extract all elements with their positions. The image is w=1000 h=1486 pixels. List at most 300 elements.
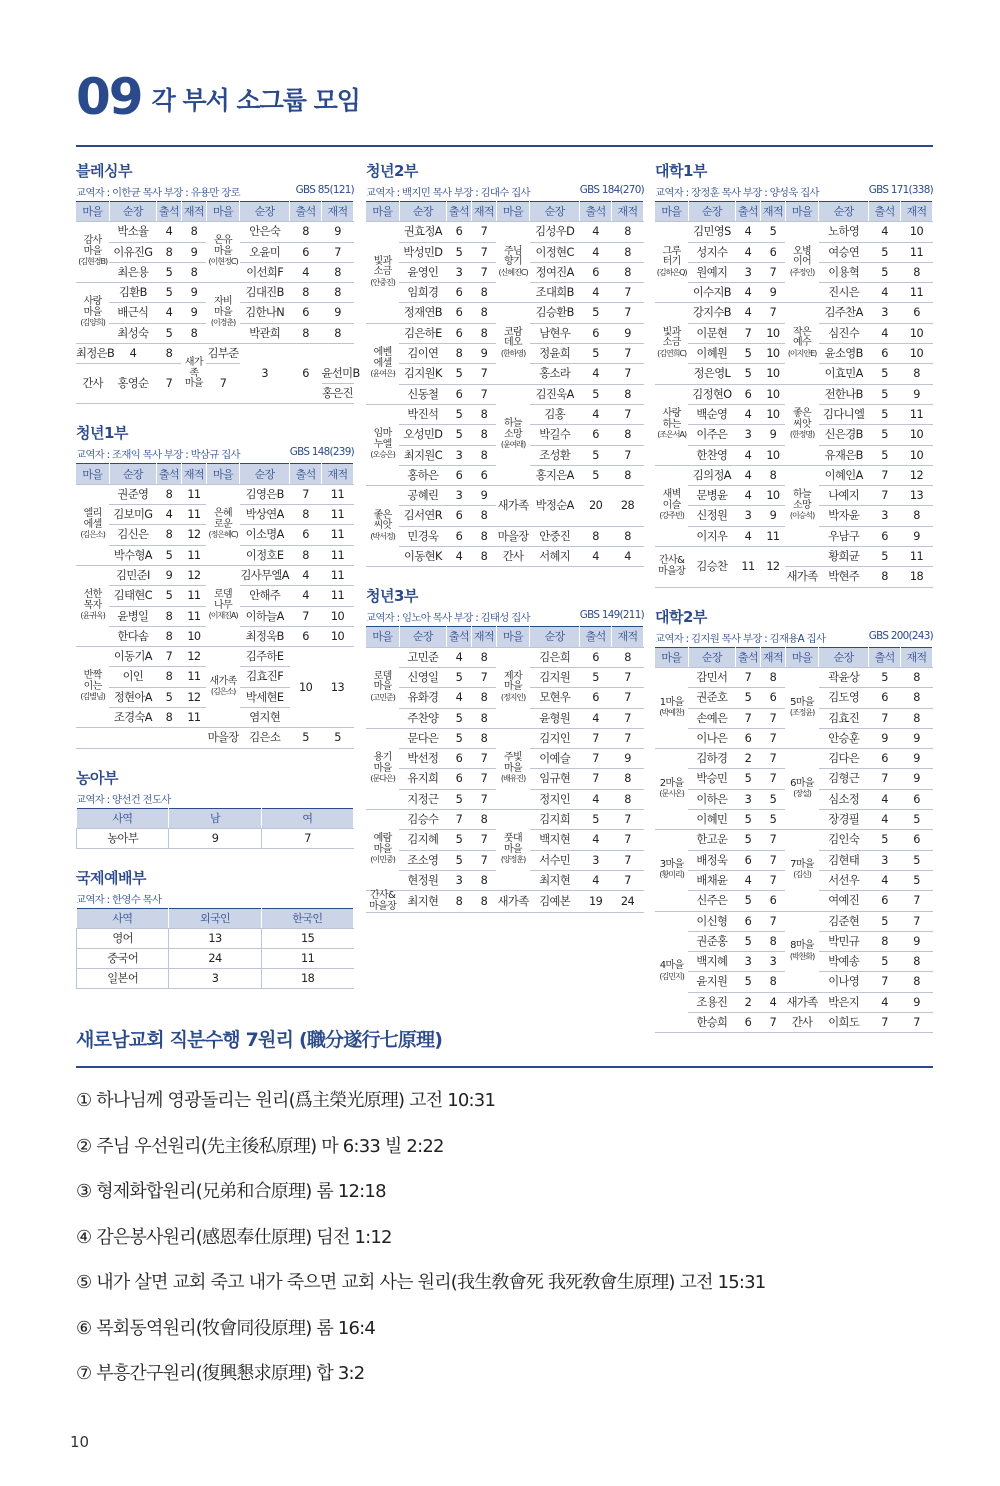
column-middle [366, 160, 644, 931]
table-cell: 7 [760, 870, 785, 890]
table-cell: 이유진G [109, 242, 156, 262]
table-cell: 4 [580, 222, 612, 242]
table-cell: 한고운 [688, 830, 735, 850]
table-cell: 5 [901, 850, 933, 870]
principle-item: ⑦ 부흥간구원리(復興懇求原理) 합 3:2 [76, 1363, 365, 1384]
column-header: 마을 [76, 202, 109, 222]
table-cell: 11 [901, 283, 933, 303]
table-cell: 7 [869, 708, 901, 728]
column-header: 재적 [471, 202, 496, 222]
column-header: 재적 [760, 202, 785, 222]
table-cell: 4 [735, 222, 760, 242]
table-cell: 서수민 [530, 850, 580, 870]
table-cell: 한다솜 [109, 626, 156, 646]
table-cell: 4 [735, 465, 760, 485]
table-cell: 홍지은A [530, 465, 580, 485]
table-cell: 김하경 [688, 749, 735, 769]
table-cell: 8 [471, 425, 496, 445]
section-blessing [76, 160, 360, 404]
table-cell: 10 [901, 425, 933, 445]
table-cell: 5 [735, 364, 760, 384]
table-cell: 13 [901, 486, 933, 506]
table-cell: 4 [580, 404, 612, 424]
table-cell: 백지현 [530, 830, 580, 850]
table-cell: 3 [735, 506, 760, 526]
table-cell: 조용진 [688, 992, 735, 1012]
table-cell: 3 [869, 850, 901, 870]
table-cell: 11 [181, 667, 206, 687]
table-cell: 7 [869, 769, 901, 789]
table-cell: 4 [580, 547, 612, 567]
table-cell: 김주하E [240, 647, 290, 667]
table-cell: 7 [156, 647, 181, 667]
table-cell: 7 [735, 323, 760, 343]
table-cell: 4 [735, 283, 760, 303]
table-cell: 8 [612, 769, 644, 789]
section-title: 청년3부 [366, 587, 418, 606]
table-cell: 문병윤 [688, 486, 735, 506]
table-cell: 4 [869, 789, 901, 809]
table-cell: 9 [901, 526, 933, 546]
table-cell: 3 [446, 262, 471, 282]
table-cell: 노하영 [819, 222, 869, 242]
table-cell: 새가족 [785, 992, 818, 1012]
table-cell: 11 [322, 505, 354, 525]
column-header: 출석 [580, 627, 612, 647]
table-cell: 8 [901, 708, 933, 728]
table-cell: 11 [322, 525, 354, 545]
table-cell: 3 [869, 303, 901, 323]
table-cell: 조성환 [530, 445, 580, 465]
gbs-count: GBS 184(270) [579, 184, 644, 196]
table-cell: 8 [156, 667, 181, 687]
table-cell: 8 [471, 728, 496, 748]
table-cell: 10 [760, 364, 785, 384]
table-cell: 조대희B [530, 283, 580, 303]
table-cell: 8 [156, 708, 181, 728]
table-cell: 4 [580, 789, 612, 809]
column-header: 재적 [760, 647, 785, 667]
table-cell: 8 [612, 647, 644, 667]
table-cell: 6 [290, 344, 322, 404]
table-cell: 홍영순 [109, 364, 156, 404]
table-cell: 좋은 씨앗 (박서정) [366, 486, 399, 567]
table-cell: 손예은 [688, 708, 735, 728]
table-cell: 3 [869, 506, 901, 526]
table-cell: 11 [322, 484, 354, 504]
table-cell: 13 [169, 929, 261, 949]
table-cell: 5 [869, 425, 901, 445]
table-cell: 4 [612, 547, 644, 567]
table-cell: 이신형 [688, 911, 735, 931]
table-cell: 4 [735, 870, 760, 890]
table-cell: 6 [446, 384, 471, 404]
table-cell: 이용혁 [819, 262, 869, 282]
table-cell: 2 [735, 749, 760, 769]
table-cell: 7마을 (김신) [785, 830, 818, 911]
principles-list [76, 1078, 933, 1397]
table-cell: 6 [471, 465, 496, 485]
table-cell: 4 [735, 445, 760, 465]
table-row [655, 222, 933, 242]
table-cell: 박자윤 [819, 506, 869, 526]
table-cell: 11 [181, 606, 206, 626]
column-left [76, 160, 360, 1007]
table-cell: 김의정A [688, 465, 735, 485]
table-cell: 정여진A [530, 262, 580, 282]
table-cell: 김사무엘A [240, 565, 290, 585]
table-cell: 장경필 [819, 810, 869, 830]
table-cell: 8 [290, 323, 322, 343]
table-cell: 10 [760, 323, 785, 343]
table-cell: 4 [869, 992, 901, 1012]
table-cell: 10 [322, 626, 354, 646]
table-cell: 11 [181, 484, 206, 504]
table-cell: 7 [760, 708, 785, 728]
table-cell: 6 [446, 465, 471, 485]
table-cell: 7 [612, 344, 644, 364]
table-cell: 9 [322, 222, 354, 242]
table-cell: 정은영L [688, 364, 735, 384]
table-row [76, 647, 354, 667]
table-cell: 6 [290, 626, 322, 646]
table-cell: 5 [760, 222, 785, 242]
table-cell: 4 [156, 303, 181, 323]
table-row [76, 565, 354, 585]
table-cell: 6 [290, 303, 322, 323]
table-cell: 8 [901, 667, 933, 687]
table-cell: 이정호E [240, 545, 290, 565]
table-cell: 8 [471, 404, 496, 424]
table-cell: 8 [612, 465, 644, 485]
table-cell: 7 [760, 749, 785, 769]
table-cell: 10 [290, 647, 322, 728]
table-cell: 최지현 [399, 891, 446, 913]
table-cell: 7 [901, 891, 933, 911]
table-cell: 6 [580, 647, 612, 667]
table-cell: 6 [869, 526, 901, 546]
table-cell: 성지수 [688, 242, 735, 262]
table-cell: 5 [735, 769, 760, 789]
table-cell: 4 [735, 303, 760, 323]
table-cell: 8 [471, 323, 496, 343]
table-cell: 7 [471, 769, 496, 789]
table-cell: 사랑 마을 (김양희) [76, 283, 109, 344]
table-cell: 간사& 마을장 [366, 891, 399, 913]
table-cell: 5 [869, 364, 901, 384]
table-cell: 김다은 [819, 749, 869, 769]
column-right [655, 160, 933, 1051]
table-cell: 박수형A [109, 545, 156, 565]
table-cell: 로뎀 나무 (이재진A) [206, 565, 239, 646]
table-cell: 1마을 (박예찬) [655, 667, 688, 748]
table-cell: 조소영 [399, 850, 446, 870]
table-cell: 9 [181, 303, 206, 323]
table-row [77, 828, 354, 848]
table-cell: 진시은 [819, 283, 869, 303]
table-cell: 8 [181, 323, 206, 343]
column-header: 출석 [290, 202, 322, 222]
table-cell: 신은경B [819, 425, 869, 445]
table-row [76, 222, 354, 242]
table-cell: 정현아A [109, 687, 156, 707]
table-cell: 7 [471, 384, 496, 404]
table-cell: 13 [322, 647, 354, 728]
table-cell: 3 [446, 486, 471, 506]
table-cell: 8 [901, 364, 933, 384]
table-cell: 7 [869, 972, 901, 992]
section-intl [76, 867, 354, 989]
table-cell: 8 [471, 445, 496, 465]
table-cell: 6 [869, 344, 901, 364]
table-cell: 8 [760, 931, 785, 951]
table-cell: 3 [735, 425, 760, 445]
table-cell: 5 [735, 688, 760, 708]
column-header: 순장 [399, 202, 446, 222]
column-header: 마을 [496, 627, 529, 647]
table-row [655, 830, 933, 850]
table-cell: 서혜지 [530, 547, 580, 567]
table-cell: 5 [760, 810, 785, 830]
column-header: 재적 [181, 202, 206, 222]
table-cell: 나예지 [819, 486, 869, 506]
table-cell: 김지원K [399, 364, 446, 384]
table-cell: 자비 마을 (이경춘) [206, 283, 239, 344]
table-cell: 4 [580, 364, 612, 384]
table-cell: 5 [446, 708, 471, 728]
table-cell: 오병 이어 (주정인) [785, 222, 818, 303]
table-cell: 김은소 [240, 728, 290, 748]
principle-item: ④ 감은봉사원리(感恩奉仕原理) 딤전 1:12 [76, 1226, 392, 1248]
table-cell: 김성우D [530, 222, 580, 242]
table-cell: 8 [181, 222, 206, 242]
table-cell: 백지혜 [688, 952, 735, 972]
gbs-count: GBS 149(211) [579, 609, 644, 622]
table-cell: 박세현E [240, 687, 290, 707]
table-cell: 12 [760, 547, 785, 588]
table-cell: 3 [735, 789, 760, 809]
section-info: 교역자 : 한영수 목사 [76, 893, 162, 906]
column-header: 출석 [446, 202, 471, 222]
table-cell: 농아부 [77, 828, 169, 848]
table-cell: 중국어 [77, 949, 169, 969]
table-cell: 8 [471, 870, 496, 890]
principle-item: ① 하나님께 영광돌리는 원리(爲主榮光原理) 고전 10:31 [76, 1090, 496, 1111]
table-cell: 8 [322, 283, 354, 303]
section-info: 교역자 : 백지민 목사 부장 : 김대수 집사 GBS 184(270) [366, 184, 644, 199]
table-cell: 주님 향기 (신혜진C) [496, 222, 529, 303]
table-cell: 6 [446, 222, 471, 242]
table-cell: 박길수 [530, 425, 580, 445]
table-cell: 이선희F [240, 262, 290, 282]
table-cell: 박은지 [819, 992, 869, 1012]
table-cell: 새가족 [496, 891, 529, 913]
table-cell: 7 [735, 708, 760, 728]
table-cell: 6 [290, 525, 322, 545]
column-header: 출석 [156, 202, 181, 222]
table-cell: 에벤 에셀 (윤여은) [366, 323, 399, 404]
table-cell: 임마 누엘 (오승은) [366, 404, 399, 485]
table-cell: 8 [471, 506, 496, 526]
table-cell: 5 [735, 891, 760, 911]
table-cell: 4 [735, 242, 760, 262]
table-cell: 5 [156, 283, 181, 303]
table-cell: 8 [471, 891, 496, 913]
column-header: 출석 [290, 464, 322, 484]
table-cell: 7 [471, 830, 496, 850]
table-cell: 5 [580, 465, 612, 485]
table-cell: 9 [169, 828, 261, 848]
table-cell: 정재연B [399, 303, 446, 323]
table-cell: 김인숙 [819, 830, 869, 850]
table-cell: 10 [901, 344, 933, 364]
table-cell: 4 [869, 283, 901, 303]
column-header: 마을 [366, 202, 399, 222]
table-cell: 9 [869, 728, 901, 748]
table-row [366, 647, 644, 667]
table-cell: 민경욱 [399, 526, 446, 546]
table-cell: 최지현 [530, 870, 580, 890]
gbs-count: GBS 85(121) [295, 184, 354, 196]
column-header: 재적 [612, 202, 644, 222]
table-cell: 8 [760, 667, 785, 687]
section-title: 블레싱부 [76, 162, 132, 180]
table-cell: 김다니엘 [819, 404, 869, 424]
table-cell: 7 [612, 445, 644, 465]
table-cell: 6 [760, 891, 785, 911]
table-cell: 5 [446, 242, 471, 262]
table-cell: 10 [760, 344, 785, 364]
table-row [366, 303, 644, 323]
table-cell: 이하은 [688, 789, 735, 809]
table-cell: 8 [471, 526, 496, 546]
table-cell: 8 [869, 931, 901, 951]
table-cell: 4 [869, 323, 901, 343]
table-cell: 엘리 에셀 (김은소) [76, 484, 109, 565]
table-row [76, 728, 354, 748]
table-cell: 19 [580, 891, 612, 913]
attendance-table [76, 463, 354, 748]
table-cell: 4 [580, 242, 612, 262]
column-header: 마을 [76, 464, 109, 484]
table-cell: 4 [156, 222, 181, 242]
table-cell: 4 [580, 283, 612, 303]
table-cell: 8 [156, 525, 181, 545]
table-cell: 5 [869, 262, 901, 282]
table-cell: 6 [735, 728, 760, 748]
column-header: 출석 [869, 202, 901, 222]
table-cell: 8 [290, 545, 322, 565]
column-header: 마을 [655, 202, 688, 222]
table-cell: 오성민D [399, 425, 446, 445]
table-cell: 용기 마을 (문다은) [366, 728, 399, 809]
table-cell: 7 [760, 830, 785, 850]
column-header: 순장 [240, 202, 290, 222]
table-cell: 윤형원 [530, 708, 580, 728]
table-row [655, 547, 933, 567]
table-cell: 7 [612, 667, 644, 687]
table-cell: 새가족 [496, 486, 529, 527]
table-cell: 김이연 [399, 344, 446, 364]
table-cell: 김진욱A [530, 384, 580, 404]
table-cell: 김효진F [240, 667, 290, 687]
table-cell: 7 [612, 850, 644, 870]
table-cell: 9 [156, 565, 181, 585]
table-cell: 7 [760, 728, 785, 748]
table-cell: 8 [612, 242, 644, 262]
column-header: 순장 [109, 202, 156, 222]
principle-item: ⑥ 목회동역원리(牧會同役原理) 롬 16:4 [76, 1317, 376, 1339]
table-cell: 안은숙 [240, 222, 290, 242]
column-header: 순장 [399, 627, 446, 647]
table-cell: 5 [156, 262, 181, 282]
page-header [76, 68, 360, 126]
table-cell: 감사 마을 (김현경B) [76, 222, 109, 283]
table-cell: 배근식 [109, 303, 156, 323]
table-cell: 강지수B [688, 303, 735, 323]
table-cell: 3 [446, 870, 471, 890]
table-cell: 전한나B [819, 384, 869, 404]
table-cell: 그루 터기 (김하은Q) [655, 222, 688, 303]
table-cell: 6 [580, 688, 612, 708]
table-cell: 4 [580, 708, 612, 728]
table-cell: 8 [156, 606, 181, 626]
table-cell: 김민준I [109, 565, 156, 585]
table-cell: 감민서 [688, 667, 735, 687]
table-cell: 8 [446, 344, 471, 364]
table-cell: 5 [156, 687, 181, 707]
table-row [366, 810, 644, 830]
section-rural [76, 767, 354, 849]
table-cell: 4 [446, 647, 471, 667]
table-cell: 5 [735, 344, 760, 364]
table-cell: 빛과 소금 (김연희C) [655, 303, 688, 384]
table-cell: 24 [169, 949, 261, 969]
table-cell: 지정근 [399, 789, 446, 809]
table-cell: 3마을 (황미리) [655, 830, 688, 911]
table-cell: 5마을 (조정윤) [785, 667, 818, 748]
table-cell: 6 [580, 323, 612, 343]
table-cell: 8 [471, 810, 496, 830]
table-row [366, 526, 644, 546]
table-cell: 김형근 [819, 769, 869, 789]
table-cell: 10 [760, 445, 785, 465]
column-header: 출석 [735, 202, 760, 222]
table-cell: 9 [901, 728, 933, 748]
table-cell: 10 [322, 606, 354, 626]
table-cell: 4마을 (김민지) [655, 911, 688, 1033]
table-cell: 김정현O [688, 384, 735, 404]
table-cell: 5 [580, 445, 612, 465]
table-cell: 김효진 [819, 708, 869, 728]
table-cell: 11 [181, 708, 206, 728]
table-cell: 황희균 [819, 547, 869, 567]
table-cell: 2마을 (문시온) [655, 749, 688, 830]
table-cell: 김홍 [530, 404, 580, 424]
table-cell: 7 [612, 728, 644, 748]
table-row [655, 384, 933, 404]
table-cell: 7 [612, 870, 644, 890]
table-cell: 9 [322, 303, 354, 323]
section-youth2 [366, 160, 644, 567]
table-cell: 8 [156, 344, 181, 364]
table-cell: 7 [471, 222, 496, 242]
column-header: 남 [169, 808, 261, 828]
table-cell: 8 [290, 222, 322, 242]
table-cell: 5 [735, 810, 760, 830]
table-cell: 반짝 이는 (김별님) [76, 647, 109, 728]
table-cell: 주빛 마을 (배유진) [496, 728, 529, 809]
